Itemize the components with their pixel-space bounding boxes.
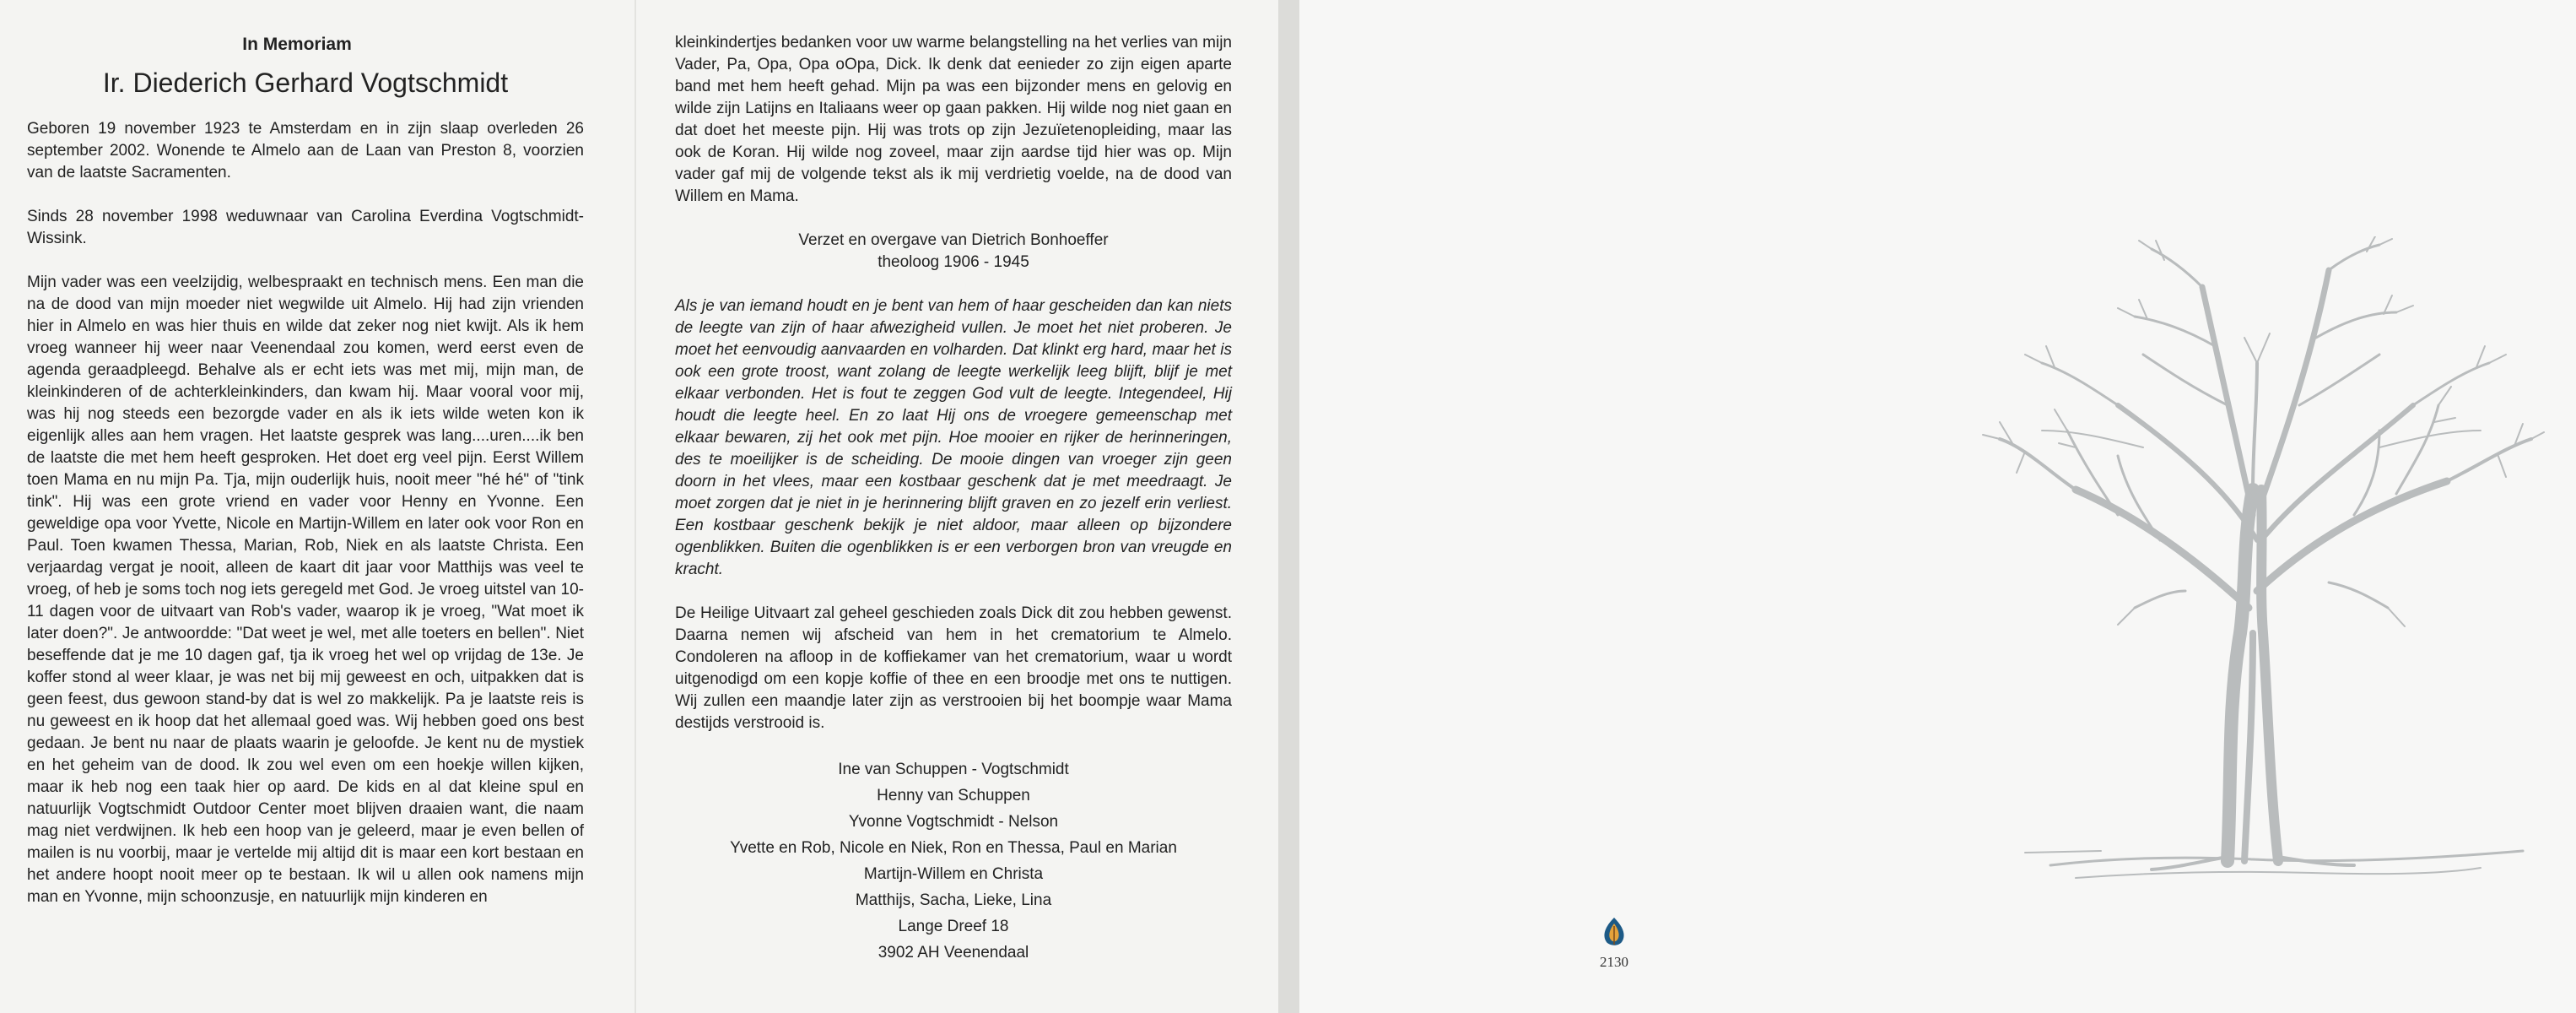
personal-story-paragraph: Mijn vader was een veelzijdig, welbespraakt en technisch mens. Een man die na de dood van mijn moeder niet wegwilde uit Almelo. Hij had zijn vrienden hier in Almelo en was hier thuis en wilde dat zeker nog niet kwijt. Als ik hem vroeg wanneer hij weer naar Veenendaal zou komen, werd eerst even de agenda geraadpleegd. Behalve als er echt iets was met mij, mijn man, de kleinkinderen of de achterkleinkinders, dan kwam hij. Maar vooral voor mij, was hij nog steeds een bezorgde vader en als ik iets wilde weten kon ik eigenlijk alles aan hem vragen. Het laatste gesprek was lang....uren....ik ben de laatste die met hem heeft gesproken. Het doet erg veel pijn. Eerst Willem toen Mama en nu mijn Pa. Tja, mijn ouderlijk huis, nooit meer "hé hé" of "tink tink". Hij was een grote vriend en vader voor Henny en Yvonne. Een geweldige opa voor Yvette, Nicole en Martijn-Willem en later ook voor Ron en Paul. Toen kwamen Thessa, Marian, Rob, Niek en als laatste Christa. Een verjaardag vergat je nooit, alleen de kaart dit jaar voor Matthijs was veel te vroeg, of heb je soms toch nog iets geregeld met God. Je vroeg uitstel van 10-11 dagen voor de uitvaart van Rob's vader, waarop ik je vroeg, "Wat moet ik later doen?". Je antwoordde: "Dat weet je wel, met alle toeters en bellen". Niet beseffende dat je me 10 dagen gaf, tja ik vroeg het wel op vrijdag de 13e. Je koffer stond al weer klaar, je was net bij mij geweest en och, uitpakken dat is geen feest, dus gewoon stand-by dat is wel zo makkelijk. Pa je laatste reis is nu geweest en ik hoop dat het allemaal goed was. Wij hebben goed ons best gedaan. Je bent nu naar de plaats waarin je geloofde. Je kent nu de mystiek en het geheim van de dood. Ik zou wel even om een hoekje willen kijken, maar ik heb nog een taak hier op aard. De kids en al dat kleine spul en natuurlijk Vogtschmidt Outdoor Center moet blijven draaien want, die naam mag niet verdwijnen. Ik heb een hoop van je geleerd, maar je even bellen of mailen is nu voorbij, maar je vertelde mij altijd dit is maar een kort bestaan en het andere hoopt nooit meer op te bestaan. Ik wil u allen ook namens mijn man en Yvonne, mijn schoonzusje, en natuurlijk mijn kinderen en: [27, 274, 584, 906]
poem-subtitle-line: theoloog 1906 - 1945: [878, 253, 1029, 271]
signer-line: Yvette en Rob, Nicole en Niek, Ron en Thessa, Paul en Marian: [730, 839, 1177, 857]
postal-line: 3902 AH Veenendaal: [878, 944, 1029, 962]
card-number: 2130: [1600, 954, 1628, 970]
poem-title: [675, 230, 1232, 274]
widower-paragraph: Sinds 28 november 1998 weduwnaar van Carolina Everdina Vogtschmidt-Wissink.: [27, 208, 584, 247]
in-memoriam-heading: In Memoriam: [242, 35, 352, 54]
publisher-mark: [1597, 916, 1631, 971]
poem-text: Als je van iemand houdt en je bent van hem of haar gescheiden dan kan niets de leegte van zijn of haar afwezigheid vullen. Je moet het niet proberen. Je moet het eenvoudig aanvaarden en volharden. Dat klinkt erg hard, maar het is ook een grote troost, want zolang de leegte werkelijk leeg blijft, blijf je met elkaar verbonden. Het is fout te zeggen God vult de leegte. Integendeel, Hij houdt die leegte heel. En zo laat Hij ons de vroegere gemeenschap met elkaar bewaren, zij het ook met pijn. Hoe mooier en rijker de herinneringen, des te moeilijker is de scheiding. De mooie dingen van vroeger zijn geen doorn in het vlees, maar een kostbaar geschenk dat je met meedraagt. Je moet zorgen dat je niet in je herinnering blijft graven en zo jezelf erin verliest. Een kostbaar geschenk bekijk je niet aldoor, maar alleen op bijzondere ogenblikken. Buiten die ogenblikken is er een verborgen bron van vreugde en kracht.: [675, 297, 1232, 578]
leaf-flame-icon: [1600, 916, 1628, 948]
birth-death-paragraph: Geboren 19 november 1923 te Amsterdam en in zijn slaap overleden 26 september 2002. Wonende te Almelo aan de Laan van Preston 8, voorzien van de laatste Sacramenten.: [27, 120, 584, 181]
left-page: [27, 0, 584, 930]
address-line: Lange Dreef 18: [898, 918, 1009, 935]
poem-title-line: Verzet en overgave van Dietrich Bonhoeffer: [798, 231, 1109, 249]
inner-spread: [0, 0, 1278, 1013]
signer-line: Matthijs, Sacha, Lieke, Lina: [855, 891, 1052, 909]
signer-line: Martijn-Willem en Christa: [863, 865, 1044, 883]
fold-line: [635, 0, 636, 1013]
deceased-name: Ir. Diederich Gerhard Vogtschmidt: [102, 68, 509, 98]
right-page: [675, 0, 1232, 966]
signers-list: [675, 756, 1232, 966]
tree-drawing-icon: [1974, 236, 2548, 912]
funeral-paragraph: De Heilige Uitvaart zal geheel geschieden zoals Dick dit zou hebben gewenst. Daarna nemen wij afscheid van hem in het crematorium te Almelo. Condoleren na afloop in de koffiekamer van het crematorium, waar u wordt uitgenodigd om een kopje koffie of thee en een broodje met ons te nuttigen. Wij zullen een maandje later zijn as verstrooien bij het boompje waar Mama destijds verstrooid is.: [675, 604, 1232, 732]
signer-line: Ine van Schuppen - Vogtschmidt: [838, 761, 1069, 778]
signer-line: Henny van Schuppen: [877, 787, 1030, 804]
tree-strokes: [1983, 236, 2544, 878]
signer-line: Yvonne Vogtschmidt - Nelson: [848, 813, 1059, 831]
scan-gap: [1278, 0, 1299, 1013]
story-continued-paragraph: kleinkindertjes bedanken voor uw warme belangstelling na het verlies van mijn Vader, Pa, Opa, Opa oOpa, Dick. Ik denk dat eenieder zo zijn eigen aparte band met hem heeft gehad. Mijn pa was een bijzonder mens en gelovig en wilde zijn Latijns en Italiaans weer op gaan pakken. Hij wilde nog niet gaan en dat doet het meeste pijn. Hij was trots op zijn Jezuïetenopleiding, maar las ook de Koran. Hij wilde nog zoveel, maar zijn aardse tijd hier was op. Mijn vader gaf mij de volgende tekst als ik mij verdrietig voelde, na de dood van Willem en Mama.: [675, 34, 1232, 205]
